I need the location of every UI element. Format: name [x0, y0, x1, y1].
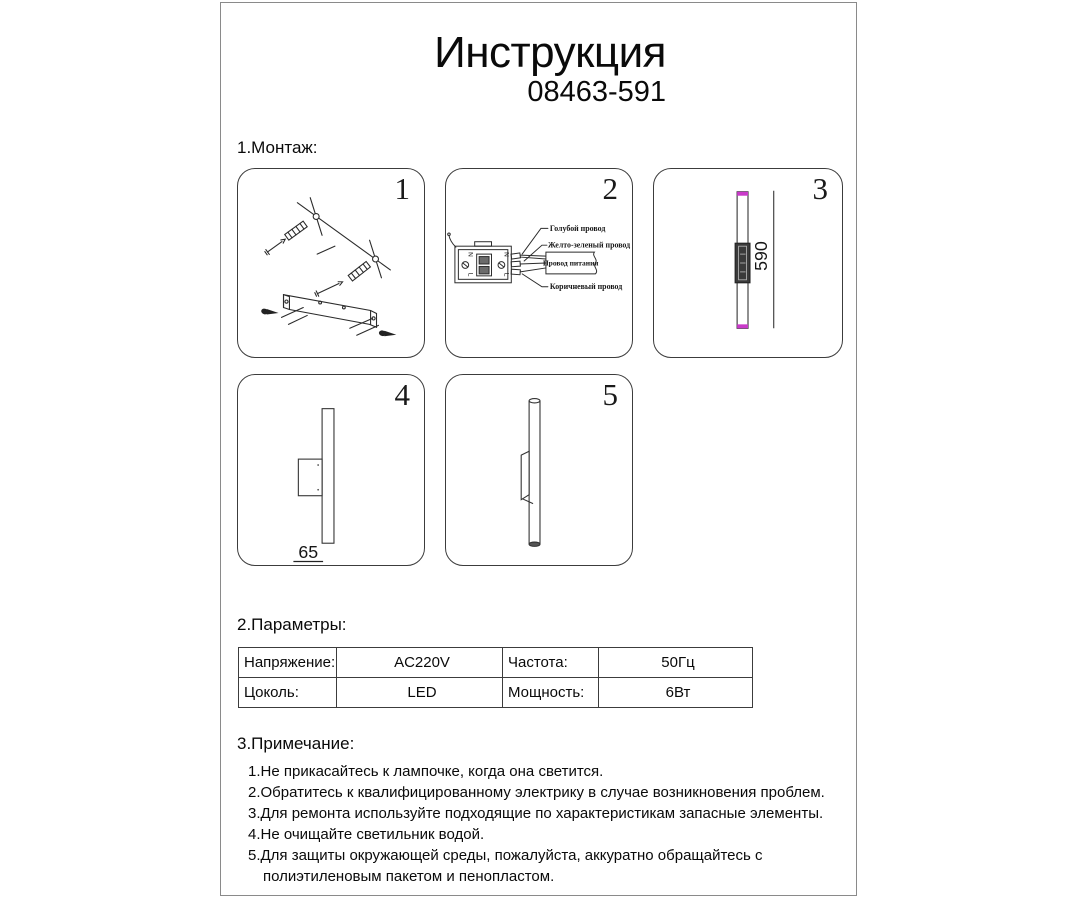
brown-wire-label: Коричневый провод [549, 282, 623, 292]
param-value: 50Гц [599, 648, 753, 678]
blue-wire-label: Голубой провод [549, 223, 606, 233]
parameters-table [238, 647, 753, 708]
param-label: Мощность: [503, 678, 599, 708]
leader-line [522, 274, 548, 287]
param-label: Напряжение: [239, 648, 337, 678]
param-value: LED [337, 678, 503, 708]
step-number: 2 [602, 171, 618, 206]
light-bar-drawing [322, 409, 334, 544]
wall-dowel-icon [285, 221, 307, 240]
table-row [239, 648, 753, 678]
param-label: Частота: [503, 648, 599, 678]
montage-step-1-panel [237, 168, 425, 358]
length-dimension-label: 590 [750, 241, 771, 271]
section-notes-heading: 3.Примечание: [237, 734, 355, 753]
wall-dowel-icon [348, 261, 370, 280]
montage-step-3-panel [653, 168, 843, 358]
section-montage-heading: 1.Монтаж: [237, 138, 318, 157]
notes-list [248, 761, 826, 887]
montage-step-5-panel [445, 374, 633, 566]
step-number: 4 [394, 377, 410, 412]
step-number: 3 [812, 171, 828, 206]
note-item: 5.Для защиты окружающей среды, пожалуйста, аккуратно обращайтесь с полиэтиленовым пакетом и пенопластом. [248, 847, 763, 885]
leader-line [522, 228, 548, 254]
step-number: 5 [602, 377, 618, 412]
terminal-l-label: L [502, 272, 510, 277]
header [221, 30, 666, 108]
wire-connectors-drawing [511, 253, 546, 275]
screw-icon [264, 237, 287, 256]
wall-bracket-drawing [521, 451, 533, 503]
light-tube-drawing [529, 399, 540, 547]
note-item: 2.Обратитесь к квалифицированному электрику в случае возникновения проблем. [248, 784, 825, 801]
end-cap-accent [737, 324, 748, 328]
depth-dimension-label: 65 [298, 542, 319, 563]
screw-icon [314, 279, 343, 297]
terminal-n-label: N [502, 252, 510, 257]
table-row [239, 678, 753, 708]
page-title: Инструкция [434, 28, 666, 77]
param-label: Цоколь: [239, 678, 337, 708]
mounting-bracket-drawing [282, 295, 379, 336]
power-wire-label: Провод питания [542, 258, 599, 268]
terminal-block-drawing [448, 233, 512, 283]
note-item: 4.Не очищайте светильник водой. [248, 826, 485, 843]
param-value: 6Вт [599, 678, 753, 708]
montage-step-2-panel [445, 168, 633, 358]
instruction-page [220, 2, 857, 896]
note-item: 3.Для ремонта используйте подходящие по характеристикам запасные элементы. [248, 805, 824, 822]
anchor-points-drawing [260, 198, 396, 337]
mount-plate-drawing [735, 243, 750, 283]
yellow-green-wire-label: Желто-зеленый провод [547, 240, 631, 250]
terminal-l-label: L [466, 272, 474, 277]
param-value: AC220V [337, 648, 503, 678]
model-number: 08463-591 [527, 76, 666, 108]
montage-step-4-panel [237, 374, 425, 566]
section-params-heading: 2.Параметры: [237, 615, 347, 634]
bracket-screws-icon [260, 308, 396, 337]
note-item: 1.Не прикасайтесь к лампочке, когда она светится. [248, 763, 604, 780]
step-number: 1 [394, 171, 410, 206]
end-cap-accent [737, 192, 748, 196]
terminal-n-label: N [466, 252, 474, 257]
